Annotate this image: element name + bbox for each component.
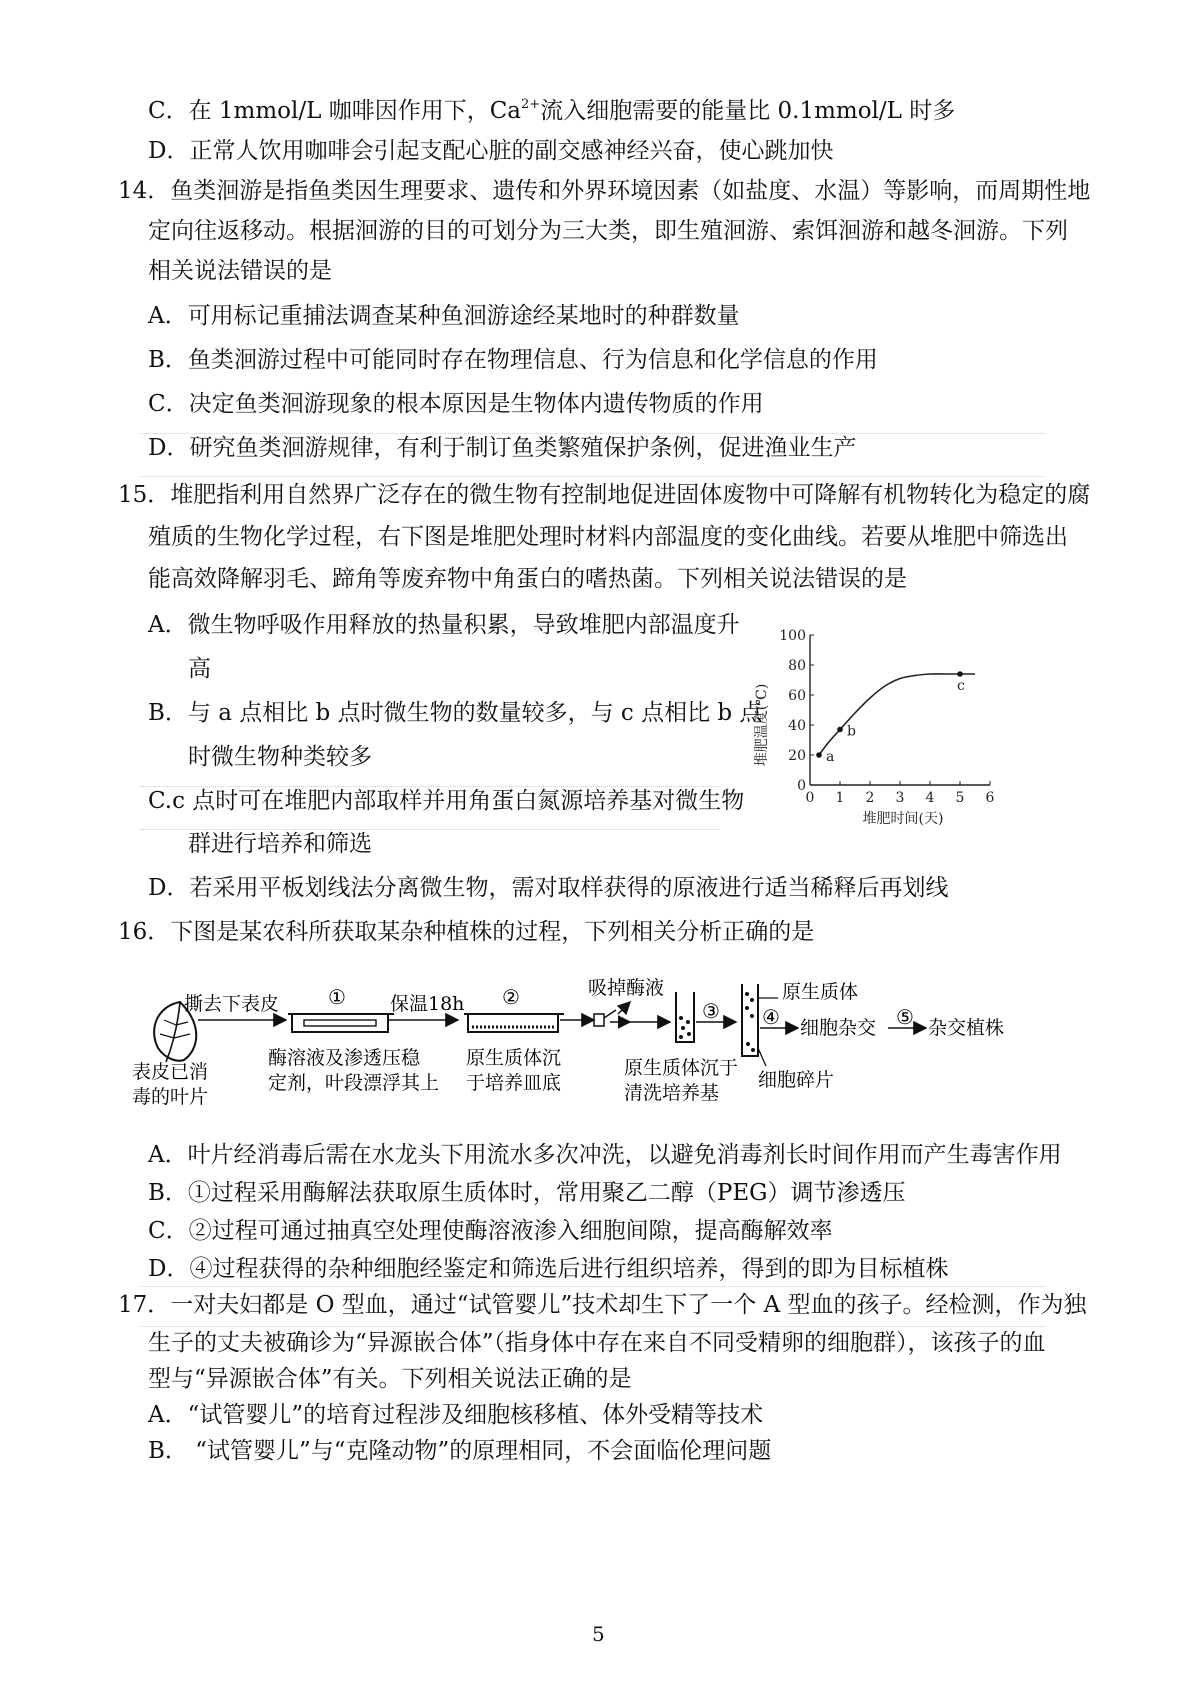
q15-option-b-line2: 时微生物种类较多 — [188, 744, 372, 770]
q17-stem-line1: 17．一对夫妇都是 O 型血，通过“试管婴儿”技术却生下了一个 A 型血的孩子。经检测，作为独 — [118, 1292, 1087, 1318]
q15-option-c-line1: C.c 点时可在堆肥内部取样并用角蛋白氮源培养基对微生物 — [148, 788, 745, 814]
chart-axes — [810, 635, 990, 785]
chart-y-axis-label: 堆肥温度(℃) — [754, 683, 770, 767]
x-tick-label: 2 — [865, 790, 875, 806]
point-label-c: c — [957, 678, 965, 694]
x-tick-label: 5 — [955, 790, 965, 806]
y-tick-label: 40 — [788, 718, 806, 734]
circle-1: ① — [328, 985, 346, 1009]
q13-option-c — [148, 96, 955, 126]
q16-option-d: D．④过程获得的杂种细胞经鉴定和筛选后进行组织培养，得到的即为目标植株 — [148, 1256, 949, 1282]
y-tick-label: 0 — [797, 778, 806, 794]
q14-option-d: D．研究鱼类洄游规律，有利于制订鱼类繁殖保护条例，促进渔业生产 — [148, 435, 857, 461]
q15-stem-line2: 殖质的生物化学过程，右下图是堆肥处理时材料内部温度的变化曲线。若要从堆肥中筛选出 — [148, 524, 1068, 550]
q16-option-a: A．叶片经消毒后需在水龙头下用流水多次冲洗，以避免消毒剂长时间作用而产生毒害作用 — [148, 1142, 1062, 1168]
y-tick-label: 20 — [788, 748, 806, 764]
circle-2: ② — [502, 985, 520, 1009]
chart-points — [816, 671, 965, 765]
compost-temperature-chart — [750, 625, 1020, 835]
divider — [140, 1326, 1045, 1327]
point-c — [957, 671, 963, 677]
chart-x-axis-label: 堆肥时间(天) — [862, 811, 944, 827]
q17-option-b: B． “试管婴儿”与“克隆动物”的原理相同，不会面临伦理问题 — [148, 1438, 772, 1464]
point-label-b: b — [847, 723, 856, 740]
protoplast-label: 原生质体 — [782, 981, 859, 1003]
step3-label: 吸掉酶液 — [588, 977, 665, 999]
point-a — [816, 752, 822, 758]
x-tick-label: 3 — [895, 790, 905, 806]
q15-option-a-line1: A．微生物呼吸作用释放的热量积累，导致堆肥内部温度升 — [148, 612, 740, 638]
leaf-label-1: 表皮已消 — [132, 1061, 209, 1083]
protoplast-fusion-diagram — [118, 970, 1048, 1120]
test-tube-1 — [676, 992, 694, 1042]
q15-stem-line3: 能高效降解羽毛、蹄角等废弃物中角蛋白的嗜热菌。下列相关说法错误的是 — [148, 566, 907, 592]
step1-label: 撕去下表皮 — [184, 993, 280, 1015]
q13-c-superscript: 2+ — [521, 97, 541, 112]
q16-stem: 16．下图是某农科所获取某杂种植株的过程，下列相关分析正确的是 — [118, 919, 815, 945]
q15-option-b-line1: B．与 a 点相比 b 点时微生物的数量较多，与 c 点相比 b 点 — [148, 700, 763, 726]
x-tick-label: 1 — [835, 790, 845, 806]
divider — [140, 476, 1045, 477]
y-tick-label: 80 — [788, 658, 806, 674]
circle-4: ④ — [762, 1005, 780, 1029]
point-label-a: a — [826, 749, 835, 765]
q16-option-b: B．①过程采用酶解法获取原生质体时，常用聚乙二醇（PEG）调节渗透压 — [148, 1180, 906, 1206]
q15-option-c-line2: 群进行培养和筛选 — [188, 831, 372, 857]
circle-3: ③ — [702, 999, 720, 1023]
temperature-curve — [819, 674, 975, 755]
dish1-label-1: 酶溶液及渗透压稳 — [268, 1047, 421, 1069]
page-number: 5 — [592, 1622, 605, 1646]
circle-5: ⑤ — [896, 1005, 914, 1029]
petri-dish-1 — [288, 1014, 394, 1032]
q17-stem-line2: 生子的丈夫被确诊为“异源嵌合体”（指身体中存在来自不同受精卵的细胞群），该孩子的血 — [148, 1330, 1046, 1356]
fusion-label: 细胞杂交 — [800, 1017, 877, 1039]
q17-stem-line3: 型与“异源嵌合体”有关。下列相关说法正确的是 — [148, 1366, 632, 1392]
chart-ticks — [779, 628, 994, 806]
dish1-label-2: 定剂，叶段漂浮其上 — [268, 1072, 440, 1094]
q13-c-text-tail: 流入细胞需要的能量比 0.1mmol/L 时多 — [540, 98, 956, 124]
pipette-icon — [594, 1002, 630, 1026]
x-tick-label: 6 — [985, 790, 995, 806]
dish2-label-1: 原生质体沉 — [466, 1047, 562, 1069]
q14-stem-line1: 14．鱼类洄游是指鱼类因生理要求、遗传和外界环境因素（如盐度、水温）等影响，而周期性地 — [118, 178, 1091, 204]
hybrid-label: 杂交植株 — [928, 1017, 1005, 1039]
q14-stem-line2: 定向往返移动。根据洄游的目的可划分为三大类，即生殖洄游、索饵洄游和越冬洄游。下列 — [148, 218, 1068, 244]
point-b — [837, 727, 843, 733]
y-tick-label: 100 — [779, 628, 806, 644]
tube1-label-2: 清洗培养基 — [624, 1082, 720, 1104]
q16-option-c: C．②过程可通过抽真空处理使酶溶液渗入细胞间隙，提高酶解效率 — [148, 1218, 833, 1244]
q14-stem-line3: 相关说法错误的是 — [148, 258, 332, 284]
q13-option-d: D．正常人饮用咖啡会引起支配心脏的副交感神经兴奋，使心跳加快 — [148, 138, 834, 164]
q14-option-b: B．鱼类洄游过程中可能同时存在物理信息、行为信息和化学信息的作用 — [148, 347, 878, 373]
q15-option-d: D．若采用平板划线法分离微生物，需对取样获得的原液进行适当稀释后再划线 — [148, 875, 949, 901]
q14-option-a: A．可用标记重捕法调查某种鱼洄游途经某地时的种群数量 — [148, 303, 740, 329]
debris-label: 细胞碎片 — [758, 1069, 835, 1091]
q14-option-c: C．决定鱼类洄游现象的根本原因是生物体内遗传物质的作用 — [148, 391, 764, 417]
q13-c-text: C．在 1mmol/L 咖啡因作用下，Ca — [148, 98, 522, 124]
x-tick-label: 0 — [805, 790, 815, 806]
x-tick-label: 4 — [925, 790, 935, 806]
q15-stem-line1: 15．堆肥指利用自然界广泛存在的微生物有控制地促进固体废物中可降解有机物转化为稳定的腐 — [118, 482, 1091, 508]
q17-option-a: A．“试管婴儿”的培育过程涉及细胞核移植、体外受精等技术 — [148, 1402, 764, 1428]
divider — [140, 433, 1045, 434]
dish2-label-2: 于培养皿底 — [466, 1072, 562, 1094]
leaf-label-2: 毒的叶片 — [132, 1086, 209, 1108]
divider — [140, 1286, 1045, 1287]
tube1-label-1: 原生质体沉于 — [624, 1057, 739, 1079]
y-tick-label: 60 — [788, 688, 806, 704]
q15-option-a-line2: 高 — [188, 656, 211, 682]
petri-dish-2 — [464, 1014, 564, 1032]
step2-label: 保温18h — [390, 993, 465, 1015]
